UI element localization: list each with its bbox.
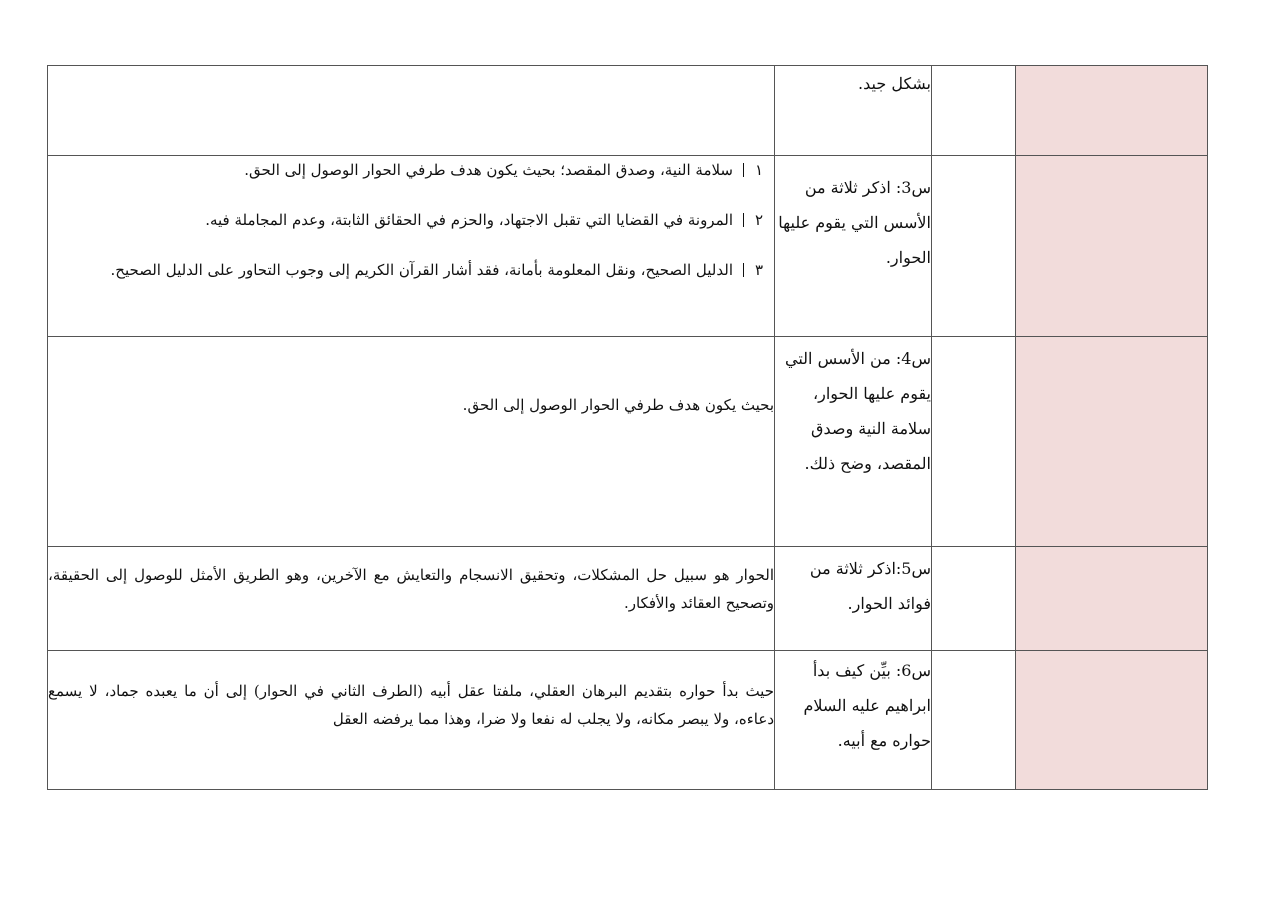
list-item (48, 156, 774, 184)
question-cell (775, 651, 932, 790)
empty-cell (932, 547, 1016, 651)
shaded-cell (1016, 66, 1208, 156)
question-text: س3: اذكر ثلاثة من الأسس التي يقوم عليها الحوار. (778, 178, 931, 267)
table-row (48, 651, 1208, 790)
item-number: ١ (754, 161, 764, 179)
shaded-cell (1016, 156, 1208, 337)
table-row (48, 156, 1208, 337)
question-text: س5:اذكر ثلاثة من فوائد الحوار. (809, 559, 931, 613)
empty-cell (932, 651, 1016, 790)
question-cell (775, 156, 932, 337)
question-cell (775, 66, 932, 156)
item-marker (737, 163, 744, 177)
item-marker (737, 213, 744, 227)
answer-text: بحيث يكون هدف طرفي الحوار الوصول إلى الحق. (462, 396, 774, 414)
item-text: المرونة في القضايا التي تقبل الاجتهاد، والحزم في الحقائق الثابتة، وعدم المجاملة فيه. (205, 211, 733, 229)
shaded-cell (1016, 337, 1208, 547)
question-text: س6: بيِّن كيف بدأ ابراهيم عليه السلام حواره مع أبيه. (803, 661, 931, 750)
item-marker (737, 263, 744, 277)
answer-cell (48, 156, 775, 337)
table-row (48, 547, 1208, 651)
shaded-cell (1016, 547, 1208, 651)
empty-cell (932, 66, 1016, 156)
table-row (48, 337, 1208, 547)
answer-cell (48, 651, 775, 790)
question-cell (775, 547, 932, 651)
qa-table (47, 65, 1208, 790)
answer-cell (48, 547, 775, 651)
empty-cell (932, 156, 1016, 337)
item-number: ٢ (754, 211, 764, 229)
item-number: ٣ (754, 261, 764, 279)
list-item (48, 256, 774, 284)
answer-cell (48, 337, 775, 547)
empty-cell (932, 337, 1016, 547)
item-text: الدليل الصحيح، ونقل المعلومة بأمانة، فقد أشار القرآن الكريم إلى وجوب التحاور على الدليل الصحيح. (110, 261, 733, 279)
list-item (48, 206, 774, 234)
answer-text: الحوار هو سبيل حل المشكلات، وتحقيق الانسجام والتعايش مع الآخرين، وهو الطريق الأمثل للوصول إلى الحقيقة، وتصحيح العقائد والأفكار. (48, 566, 774, 612)
question-text: بشكل جيد. (858, 74, 931, 93)
item-text: سلامة النية، وصدق المقصد؛ بحيث يكون هدف طرفي الحوار الوصول إلى الحق. (244, 161, 733, 179)
answer-text: حيث بدأ حواره بتقديم البرهان العقلي، ملفتا عقل أبيه (الطرف الثاني في الحوار) إلى أن ما يعبده جماد، لا يسمع دعاءه، ولا يبصر مكانه، ولا يجلب له نفعا ولا ضرا، وهذا مما يرفضه العقل (48, 682, 774, 728)
question-text: س4: من الأسس التي يقوم عليها الحوار، سلامة النية وصدق المقصد، وضح ذلك. (785, 349, 931, 473)
answer-cell (48, 66, 775, 156)
shaded-cell (1016, 651, 1208, 790)
question-cell (775, 337, 932, 547)
answer-list (48, 156, 774, 284)
table-row (48, 66, 1208, 156)
